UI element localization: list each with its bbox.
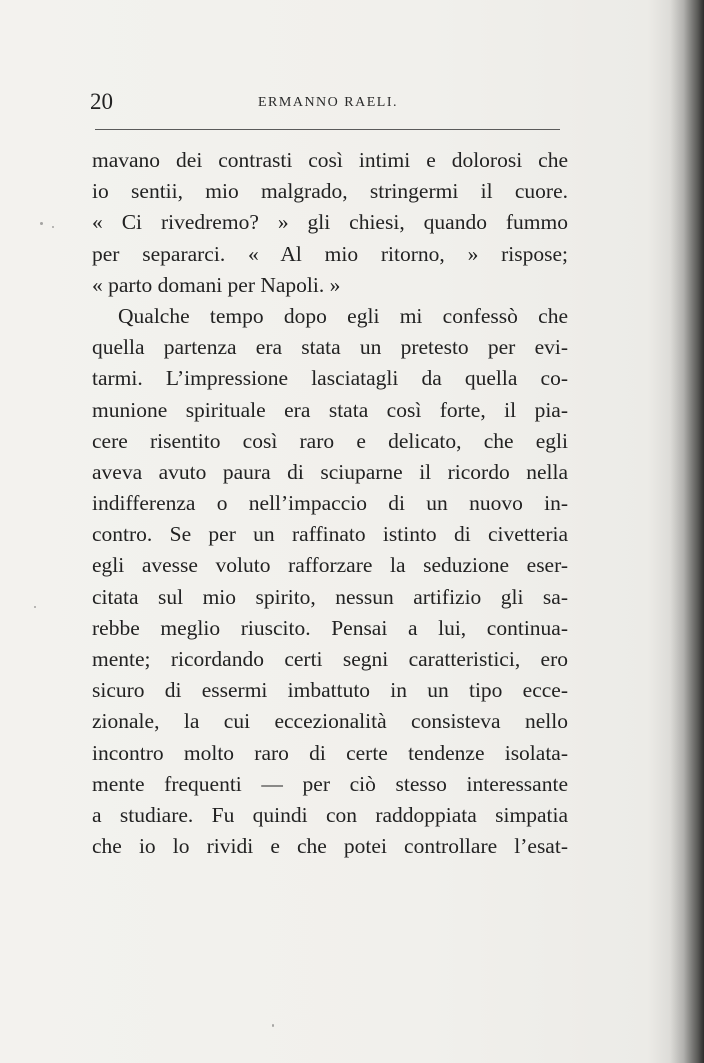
text-line: incontro molto raro di certe tendenze isolata- [92, 740, 568, 765]
text-line: a studiare. Fu quindi con raddoppiata simpatia [92, 802, 568, 827]
text-line: « Ci rivedremo? » gli chiesi, quando fummo [92, 210, 568, 235]
text-line: mente frequenti — per ciò stesso interessante [92, 771, 568, 796]
page-spine-shadow [670, 0, 704, 1063]
text-line: tarmi. L’impressione lasciatagli da quella co- [92, 366, 568, 391]
text-line: contro. Se per un raffinato istinto di civetteria [92, 522, 568, 547]
text-line: Qualche tempo dopo egli mi confessò che [118, 303, 568, 328]
paragraph [92, 145, 568, 301]
text-line: mente; ricordando certi segni caratteristici, ero [92, 647, 568, 671]
text-line: io sentii, mio malgrado, stringermi il cuore. [92, 179, 568, 204]
text-line: egli avesse voluto rafforzare la seduzione eser- [92, 553, 568, 578]
print-speck [34, 606, 36, 608]
text-line: per separarci. « Al mio ritorno, » rispose; [92, 241, 568, 266]
text-line: « parto domani per Napoli. » [92, 272, 341, 297]
text-line: aveva avuto paura di sciuparne il ricordo nella [92, 459, 568, 484]
text-line: quella partenza era stata un pretesto per evi- [92, 335, 568, 360]
text-line: sicuro di essermi imbattuto in un tipo ecce- [92, 678, 568, 703]
text-line: zionale, la cui eccezionalità consisteva nello [92, 709, 568, 734]
text-line: mavano dei contrasti così intimi e dolorosi che [92, 148, 568, 172]
paragraph [92, 301, 568, 862]
text-line: rebbe meglio riuscito. Pensai a lui, continua- [92, 615, 568, 640]
text-line: che io lo rividi e che potei controllare l’esat- [92, 834, 568, 859]
print-speck [40, 222, 43, 225]
text-line: munione spirituale era stata così forte, il pia- [92, 397, 568, 422]
header-rule [95, 129, 560, 130]
page-header [90, 90, 562, 114]
body-text [92, 145, 568, 862]
text-line: indifferenza o nell’impaccio di un nuovo in- [92, 491, 568, 516]
print-speck [52, 226, 54, 228]
page-number: 20 [90, 89, 113, 114]
text-line: citata sul mio spirito, nessun artifizio gli sa- [92, 584, 568, 609]
running-head: ERMANNO RAELI. [258, 95, 398, 110]
text-line: cere risentito così raro e delicato, che egli [92, 428, 568, 453]
print-speck [272, 1024, 274, 1027]
